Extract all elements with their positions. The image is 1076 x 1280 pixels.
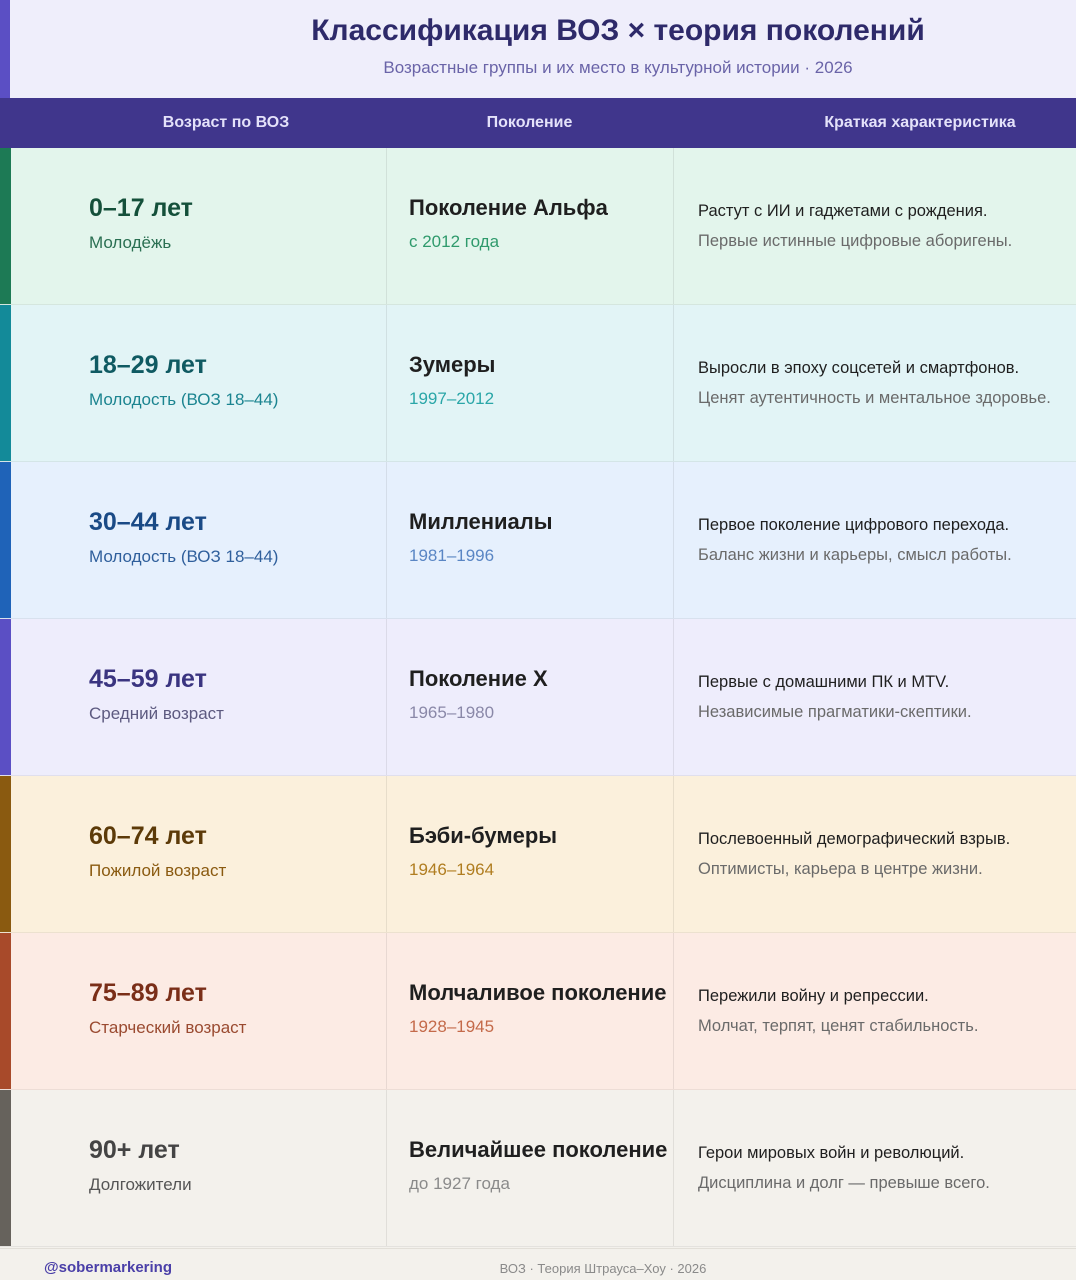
age-cell xyxy=(11,305,386,461)
header xyxy=(0,0,1076,98)
description-line-1: Первые с домашними ПК и MTV. xyxy=(698,673,950,691)
generation-name: Величайшее поколение xyxy=(409,1137,668,1162)
description-cell xyxy=(673,148,1076,304)
generation-cell xyxy=(386,148,673,304)
age-group: Пожилой возраст xyxy=(89,861,227,880)
generation-name: Миллениалы xyxy=(409,509,553,534)
description-cell xyxy=(673,1090,1076,1246)
age-cell xyxy=(11,1090,386,1246)
table-row xyxy=(0,305,1076,462)
generation-cell xyxy=(386,305,673,461)
table-row xyxy=(0,462,1076,619)
generation-years: 1981–1996 xyxy=(409,546,495,565)
generation-cell xyxy=(386,462,673,618)
generation-cell xyxy=(386,619,673,775)
description-line-2: Молчат, терпят, ценят стабильность. xyxy=(698,1017,979,1035)
description-line-2: Первые истинные цифровые аборигены. xyxy=(698,232,1013,250)
column-header-generation: Поколение xyxy=(486,114,573,131)
footer-credit: ВОЗ · Теория Штрауса–Хоу · 2026 xyxy=(499,1261,707,1276)
description-line-1: Выросли в эпоху соцсетей и смартфонов. xyxy=(698,359,1020,377)
generation-years: 1946–1964 xyxy=(409,860,495,879)
description-line-1: Пережили войну и репрессии. xyxy=(698,987,929,1005)
table-header xyxy=(0,98,1076,148)
generation-cell xyxy=(386,776,673,932)
age-range: 30–44 лет xyxy=(89,508,207,536)
row-color-stripe xyxy=(0,933,11,1089)
age-cell xyxy=(11,619,386,775)
author-handle[interactable]: @sobermarkering xyxy=(44,1259,173,1276)
generation-years: с 2012 года xyxy=(409,232,500,251)
age-range: 90+ лет xyxy=(89,1136,180,1164)
table-row xyxy=(0,619,1076,776)
generation-name: Зумеры xyxy=(409,352,496,377)
row-color-stripe xyxy=(0,1090,11,1246)
generation-name: Поколение Альфа xyxy=(409,195,608,220)
description-cell xyxy=(673,776,1076,932)
age-range: 75–89 лет xyxy=(89,979,207,1007)
description-line-2: Независимые прагматики-скептики. xyxy=(698,703,972,721)
column-header-description: Краткая характеристика xyxy=(824,114,1016,131)
age-range: 0–17 лет xyxy=(89,194,193,222)
generation-years: до 1927 года xyxy=(409,1174,510,1193)
description-line-1: Герои мировых войн и революций. xyxy=(698,1144,965,1162)
generation-name: Бэби-бумеры xyxy=(409,823,558,848)
generation-cell xyxy=(386,933,673,1089)
age-group: Молодёжь xyxy=(89,233,172,252)
age-range: 18–29 лет xyxy=(89,351,207,379)
row-color-stripe xyxy=(0,462,11,618)
age-group: Молодость (ВОЗ 18–44) xyxy=(89,547,279,566)
generation-name: Поколение X xyxy=(409,666,548,691)
age-group: Молодость (ВОЗ 18–44) xyxy=(89,390,279,409)
row-color-stripe xyxy=(0,148,11,304)
age-group: Старческий возраст xyxy=(89,1018,247,1037)
generation-cell xyxy=(386,1090,673,1246)
description-line-1: Послевоенный демографический взрыв. xyxy=(698,830,1011,848)
age-range: 45–59 лет xyxy=(89,665,207,693)
table-row xyxy=(0,776,1076,933)
age-cell xyxy=(11,462,386,618)
generation-years: 1997–2012 xyxy=(409,389,495,408)
description-line-2: Ценят аутентичность и ментальное здоровье. xyxy=(698,389,1051,407)
page-title: Классификация ВОЗ × теория поколений xyxy=(311,14,925,47)
row-color-stripe xyxy=(0,305,11,461)
table-row xyxy=(0,148,1076,305)
generation-years: 1928–1945 xyxy=(409,1017,495,1036)
page-subtitle: Возрастные группы и их место в культурной истории · 2026 xyxy=(383,58,853,77)
description-line-1: Растут с ИИ и гаджетами с рождения. xyxy=(698,202,988,220)
description-line-1: Первое поколение цифрового перехода. xyxy=(698,516,1010,534)
description-line-2: Баланс жизни и карьеры, смысл работы. xyxy=(698,546,1012,564)
footer xyxy=(0,1248,1076,1280)
description-cell xyxy=(673,619,1076,775)
description-cell xyxy=(673,933,1076,1089)
age-cell xyxy=(11,933,386,1089)
table-row xyxy=(0,933,1076,1090)
generation-years: 1965–1980 xyxy=(409,703,495,722)
row-color-stripe xyxy=(0,776,11,932)
generation-name: Молчаливое поколение xyxy=(409,980,667,1005)
description-cell xyxy=(673,462,1076,618)
description-line-2: Оптимисты, карьера в центре жизни. xyxy=(698,860,983,878)
age-group: Долгожители xyxy=(89,1175,192,1194)
age-group: Средний возраст xyxy=(89,704,224,723)
description-cell xyxy=(673,305,1076,461)
description-line-2: Дисциплина и долг — превыше всего. xyxy=(698,1174,990,1192)
age-range: 60–74 лет xyxy=(89,822,207,850)
row-color-stripe xyxy=(0,619,11,775)
table-row xyxy=(0,1090,1076,1247)
column-header-age: Возраст по ВОЗ xyxy=(162,114,290,131)
age-cell xyxy=(11,148,386,304)
age-cell xyxy=(11,776,386,932)
